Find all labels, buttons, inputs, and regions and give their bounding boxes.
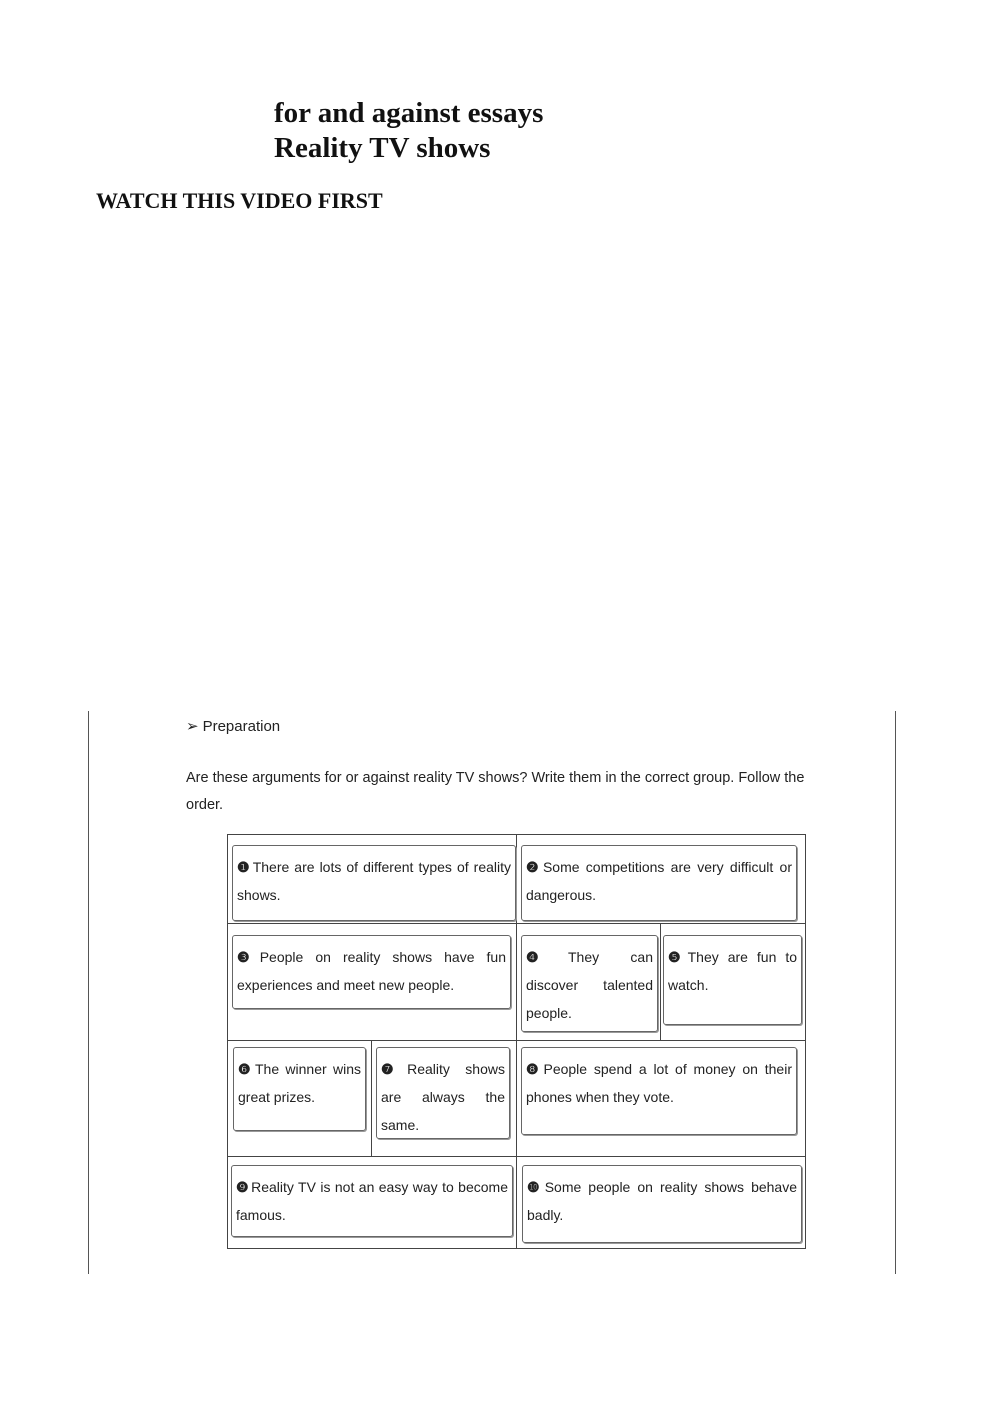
worksheet-scan xyxy=(88,711,896,1274)
number-3-icon: ❸ xyxy=(237,949,258,965)
number-6-icon: ❻ xyxy=(238,1061,253,1077)
watch-video-heading: WATCH THIS VIDEO FIRST xyxy=(96,188,383,213)
number-7-icon: ❼ xyxy=(381,1061,406,1077)
argument-5 xyxy=(663,935,802,1025)
argument-text: People spend a lot of money on their phones when they vote. xyxy=(526,1061,792,1105)
argument-text: They are fun to watch. xyxy=(668,949,797,993)
instructions: Are these arguments for or against reality TV shows? Write them in the correct group. Follow the order. xyxy=(186,770,805,813)
arguments-grid xyxy=(227,834,806,1249)
argument-text: They can discover talented people. xyxy=(526,949,653,1021)
number-9-icon: ❾ xyxy=(236,1179,250,1195)
number-5-icon: ❺ xyxy=(668,949,686,965)
argument-2 xyxy=(521,845,797,921)
number-4-icon: ❹ xyxy=(526,949,566,965)
scan-right-border xyxy=(895,711,896,1274)
argument-text: Some people on reality shows behave badly. xyxy=(527,1179,797,1223)
argument-1 xyxy=(232,845,516,921)
number-1-icon: ❶ xyxy=(237,859,251,875)
arrow-icon: ➢ xyxy=(186,718,199,735)
page-title: for and against essays xyxy=(274,97,544,129)
argument-9 xyxy=(231,1165,513,1237)
argument-text: People on reality shows have fun experiences and meet new people. xyxy=(237,949,506,993)
grid-line xyxy=(516,835,517,1248)
argument-7 xyxy=(376,1047,510,1139)
argument-10 xyxy=(522,1165,802,1243)
argument-8 xyxy=(521,1047,797,1135)
argument-6 xyxy=(233,1047,366,1131)
argument-text: There are lots of different types of reality shows. xyxy=(237,859,511,903)
number-10-icon: ❿ xyxy=(527,1179,543,1195)
scan-left-border xyxy=(88,711,89,1274)
section-title: Preparation xyxy=(202,718,281,735)
argument-text: Some competitions are very difficult or dangerous. xyxy=(526,859,792,903)
grid-line xyxy=(660,923,661,1040)
argument-3 xyxy=(232,935,511,1009)
number-8-icon: ❽ xyxy=(526,1061,542,1077)
argument-text: Reality shows are always the same. xyxy=(381,1061,505,1133)
argument-text: The winner wins great prizes. xyxy=(238,1061,361,1105)
argument-text: Reality TV is not an easy way to become famous. xyxy=(236,1179,508,1223)
argument-4 xyxy=(521,935,658,1032)
section-heading xyxy=(186,717,280,735)
number-2-icon: ❷ xyxy=(526,859,541,875)
grid-line xyxy=(371,1040,372,1156)
page-subtitle: Reality TV shows xyxy=(274,132,491,164)
